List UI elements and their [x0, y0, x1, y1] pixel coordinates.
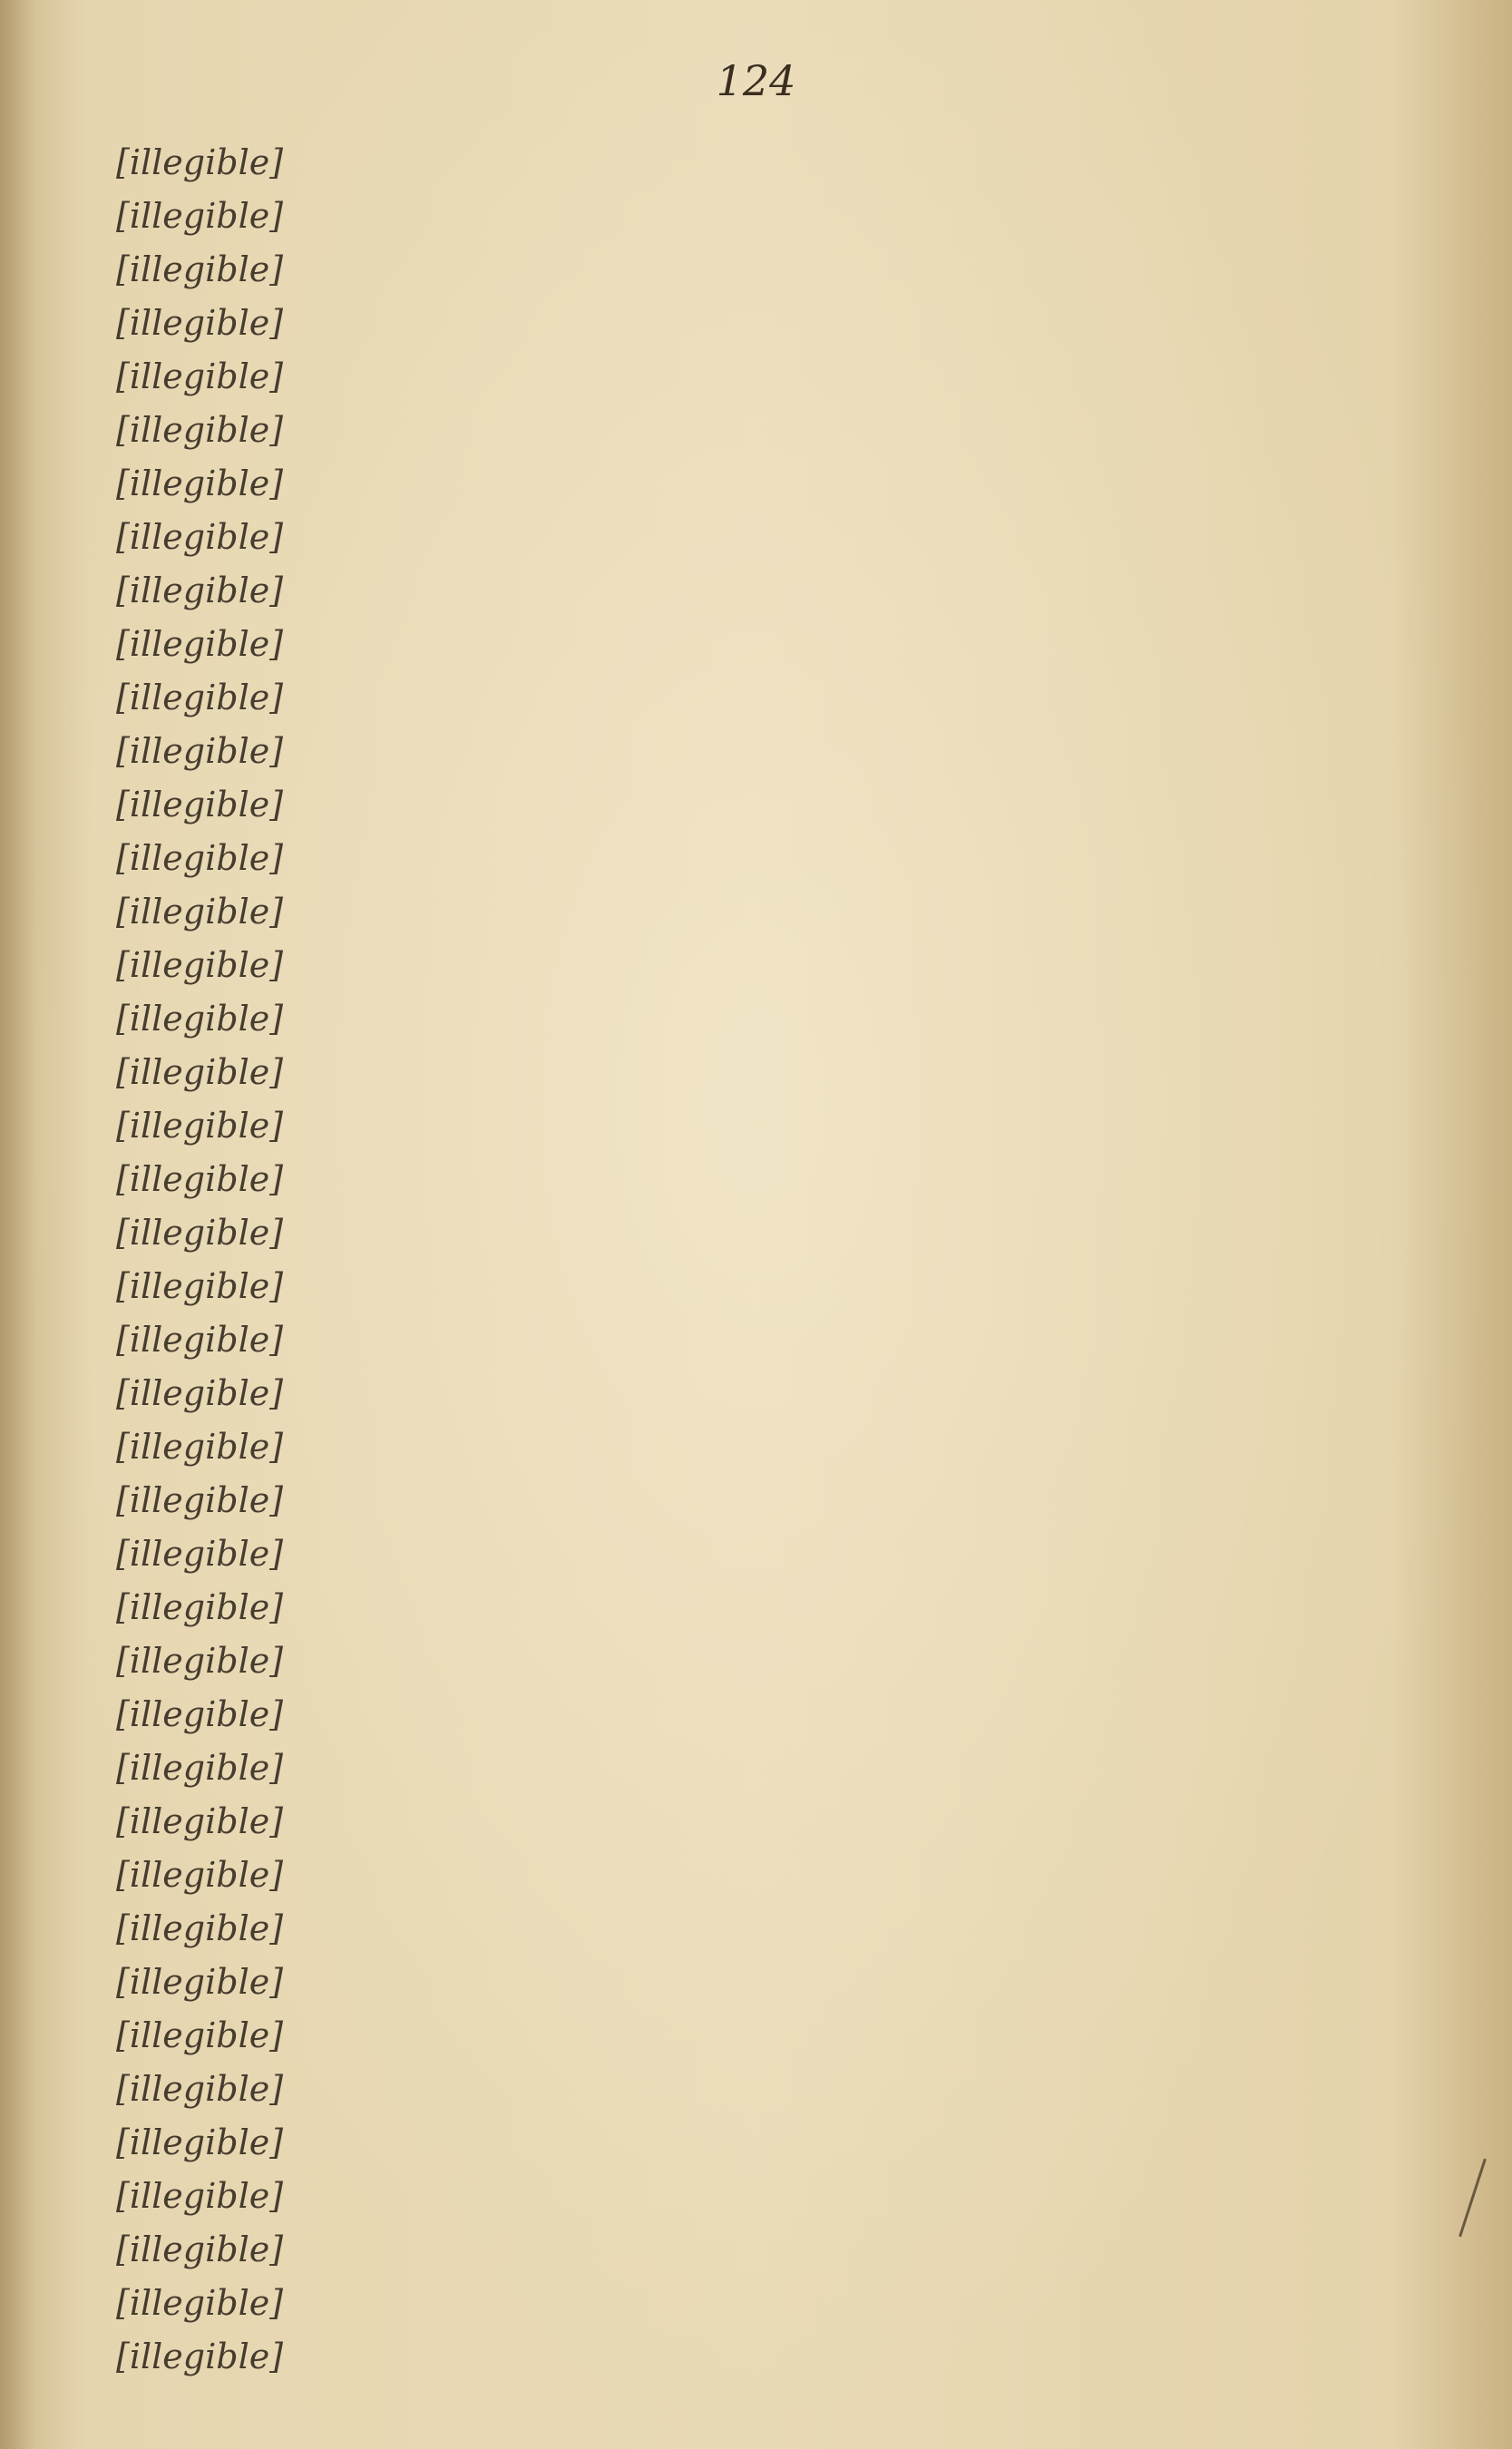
text-line: [illegible] — [116, 1213, 284, 1253]
text-line: [illegible] — [116, 2015, 284, 2055]
text-line: [illegible] — [116, 1855, 284, 1895]
text-line: [illegible] — [116, 2229, 284, 2269]
text-line: [illegible] — [116, 463, 284, 503]
text-line: [illegible] — [116, 1266, 284, 1306]
page-number: 124 — [716, 56, 796, 105]
text-line: [illegible] — [116, 410, 284, 450]
text-line: [illegible] — [116, 624, 284, 664]
text-line: [illegible] — [116, 1052, 284, 1092]
text-line: [illegible] — [116, 1587, 284, 1627]
text-line: [illegible] — [116, 1908, 284, 1948]
text-line: [illegible] — [116, 2337, 284, 2376]
text-line: [illegible] — [116, 1801, 284, 1841]
text-line: [illegible] — [116, 785, 284, 824]
text-line: [illegible] — [116, 1641, 284, 1681]
text-line: [illegible] — [116, 356, 284, 396]
text-line: [illegible] — [116, 1962, 284, 2002]
text-line: [illegible] — [116, 1373, 284, 1413]
text-line: [illegible] — [116, 1320, 284, 1360]
text-line: [illegible] — [116, 2122, 284, 2162]
text-line: [illegible] — [116, 838, 284, 878]
text-line: [illegible] — [116, 571, 284, 610]
binding-shadow — [0, 0, 36, 2449]
text-line: [illegible] — [116, 517, 284, 557]
text-line: [illegible] — [116, 2283, 284, 2323]
text-line: [illegible] — [116, 142, 284, 182]
text-line: [illegible] — [116, 2069, 284, 2109]
text-line: [illegible] — [116, 303, 284, 343]
text-line: [illegible] — [116, 1534, 284, 1574]
text-line: [illegible] — [116, 249, 284, 289]
text-line: [illegible] — [116, 1480, 284, 1520]
text-line: [illegible] — [116, 678, 284, 717]
text-line: [illegible] — [116, 1106, 284, 1146]
text-line: [illegible] — [116, 196, 284, 236]
text-line: [illegible] — [116, 731, 284, 771]
text-line: [illegible] — [116, 2176, 284, 2216]
text-line: [illegible] — [116, 1427, 284, 1467]
text-line: [illegible] — [116, 1159, 284, 1199]
text-line: [illegible] — [116, 1694, 284, 1734]
text-line: [illegible] — [116, 1748, 284, 1788]
margin-pen-stroke — [1458, 2159, 1487, 2238]
text-line: [illegible] — [116, 892, 284, 932]
handwritten-text — [116, 136, 1449, 2384]
text-line: [illegible] — [116, 945, 284, 985]
text-line: [illegible] — [116, 999, 284, 1039]
